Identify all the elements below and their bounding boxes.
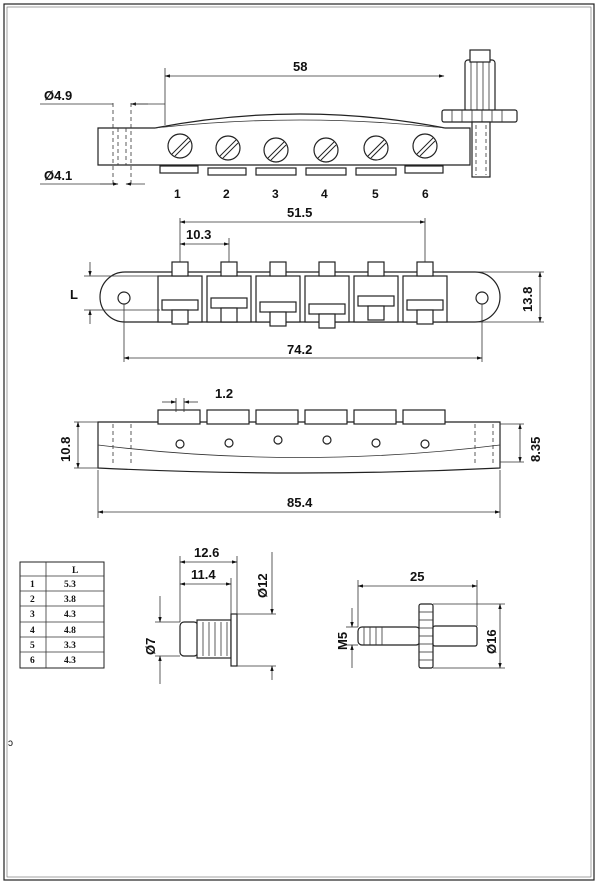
dim-diameter-4-9: Ø4.9 [44,88,73,103]
dim-diameter-16: Ø16 [484,629,499,654]
dim-diameter-4-1: Ø4.1 [44,168,73,183]
string-number: 4 [321,187,328,201]
L-value-table [20,562,104,668]
dim-11-4: 11.4 [191,567,216,582]
table-row-value: 4.3 [64,656,76,666]
dim-1-2: 1.2 [215,386,234,401]
table-row-number: 4 [30,626,35,636]
dim-51-5: 51.5 [287,205,313,220]
table-row-value: 5.3 [64,580,76,590]
table-row-value: 3.3 [64,641,76,651]
string-number: 5 [372,187,379,201]
table-row-value: 3.8 [64,595,76,605]
dim-85-4: 85.4 [287,495,313,510]
table-row-number: 2 [30,595,35,605]
dim-12-6: 12.6 [194,545,220,560]
dim-L: L [70,287,78,302]
string-number: 3 [272,187,279,201]
table-row-number: 5 [30,641,35,651]
dim-8-35: 8.35 [528,436,543,462]
table-row-value: 4.3 [64,610,76,620]
dim-25: 25 [410,569,425,584]
string-number: 2 [223,187,230,201]
table-row-value: 4.8 [64,626,76,636]
dim-58: 58 [293,59,308,74]
dim-diameter-12: Ø12 [255,573,270,598]
dim-diameter-7: Ø7 [143,637,158,655]
bridge-side-view [58,386,543,518]
string-number: 1 [174,187,181,201]
bridge-top-view [40,50,517,201]
bridge-front-view [70,205,544,362]
dim-10-3: 10.3 [186,227,212,242]
dim-10-8: 10.8 [58,436,73,462]
table-row-number: 6 [30,656,35,666]
string-number: 6 [422,187,429,201]
margin-mark: ɔ [8,738,13,749]
bolt-view [335,569,505,668]
stud-view [143,545,276,684]
dim-74-2: 74.2 [287,342,313,357]
dim-13-8: 13.8 [520,286,535,312]
table-row-number: 3 [30,610,35,620]
table-row-number: 1 [30,580,35,590]
dim-m5: M5 [335,631,350,650]
table-header: L [72,566,79,576]
